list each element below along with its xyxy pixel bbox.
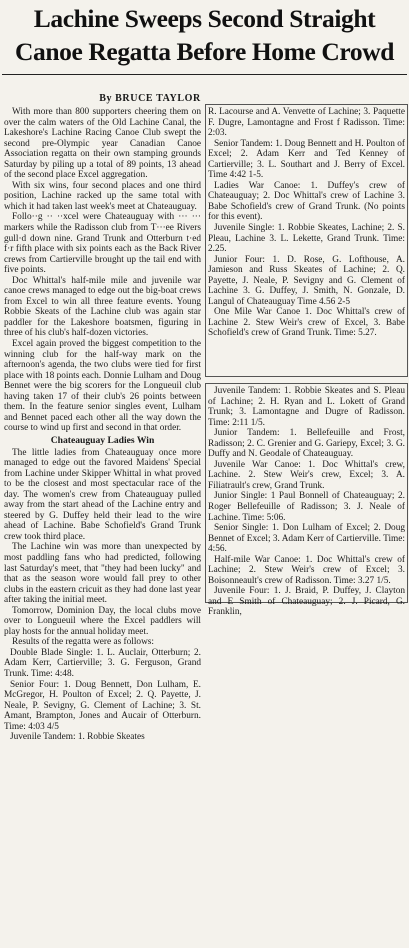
article-body-column: [4, 107, 201, 743]
result-entry: Junior Tandem: 1. Bellefeuille and Frost, Radisson; 2. C. Grenier and G. Gariepy, Excel; 3. G. Duffy and N. Geodale of Chateauguay.: [208, 428, 405, 460]
article-paragraph: Tomorrow, Dominion Day, the local clubs move over to Longueuil where the Excel paddlers will play hosts for the annual holiday meet.: [4, 605, 201, 637]
result-entry-cutoff: Juvenile Tandem: 1. Robbie Skeates: [10, 732, 145, 743]
result-entry: Junior Four: 1. D. Rose, G. Lofthouse, A. Jamieson and Russ Skeates of Lachine; 2. Q. Payette, J. Neale, P. Sevigny and G. Clement of Lachine 3. G. Duffey, J. Smith, N. Gonzale, D. Langul of Chateauguay Time 4.56 2-5: [208, 254, 405, 307]
article-paragraph: With six wins, four second places and one third position, Lachine racked up the same total with which it had taken last week's meet at Chateauguay.: [4, 180, 201, 212]
result-entry: Double Blade Single: 1. L. Auclair, Otterburn; 2. Adam Kerr, Cartierville; 3. G. Ferguson, Grand Trunk. Time: 4:48.: [4, 647, 201, 679]
article-paragraph: The Lachine win was more than unexpected by most paddling fans who had predicted, following last Saturday's meet, that "they had been lucky" and that as the season wore would fall prey to other clubs in the eastern cricuit as they had done last year after taking the initial meet.: [4, 542, 201, 606]
result-entry: Juvenile Single: 1. Robbie Skeates, Lachine; 2. S. Pleau, Lachine 3. L. Lekette, Grand Trunk. Time: 2.25.: [208, 223, 405, 255]
result-entry: Junior Single: 1 Paul Bonnell of Chateauguay; 2. Roger Bellefeuille of Radisson; 3. J. Neale of Lachine. Time: 5:06.: [208, 491, 405, 523]
result-entry: Juvenile Tandem: 1. Robbie Skeates and S. Pleau of Lachine; 2. H. Ryan and L. Lokett of Grand Trunk; 3. Lamontagne and Dugre of Radisson. Time: 2:11 1/5.: [208, 386, 405, 428]
result-entry: R. Lacourse and A. Venvette of Lachine; 3. Paquette F. Dugre, Lamontagne and Frost f Radisson. Time: 2:03.: [208, 107, 405, 139]
byline: By BRUCE TAYLOR: [99, 93, 201, 104]
results-column-bottom: [208, 386, 405, 618]
headline-line-2: Canoe Regatta Before Home Crowd: [15, 37, 394, 66]
article-paragraph: Follo··g ·· ··xcel were Chateauguay with ··· ··· markers while the Radisson club from T···ee Rivers gull·d down nine. Grand Trunk and Otterburn t·ed f·r fifth place with six points each as the Back River crews from Cartierville brought up the tail end with five points.: [4, 212, 201, 276]
result-entry: Senior Tandem: 1. Doug Bennett and H. Poulton of Excel; 2. Adam Kerr and Ted Kenney of Cartierville; 3. L. Southart and J. Berry of Excel. Time 4:42 1-5.: [208, 138, 405, 181]
subheading: Chateauguay Ladies Win: [50, 434, 155, 446]
article-paragraph: The little ladies from Chateauguay once more managed to edge out the favored Maidens' Special from Lachine under Skipper Whittal in what proved to be the closest and most spectacular race of the day. The women's crew from Chateauguay pulled away from the start ahead of the Lachine entry and steered by G. Duffey held their lead to the wire ahead of Lachine. Babe Schofield's Grand Trunk crew took third place.: [4, 447, 201, 542]
article-paragraph: With more than 800 supporters cheering them on over the calm waters of the Old Lachine Canal, the Lakeshore's Lachine Racing Canoe Club swept the second pre-Olympic year Canadian Canoe Association regatta on their own stamping grounds Saturday by piling up a total of 89 points, 13 ahead of the second place Excel aggregation.: [4, 107, 201, 181]
result-entry: Juvenile Four: 1. J. Braid, P. Duffey, J. Clayton and E Smith of Chateauguay; 2. J. Picard, G. Franklin,: [208, 586, 405, 618]
headline-line-1: Lachine Sweeps Second Straight: [33, 4, 376, 33]
result-entry: Ladies War Canoe: 1. Duffey's crew of Chateauguay; 2. Doc Whittal's crew of Lachine 3. Babe Schofield's crew of Grand Trunk. (No points for this event).: [208, 180, 405, 223]
result-entry: One Mile War Canoe 1. Doc Whittal's crew of Lachine 2. Stew Weir's crew of Excel, 3. Babe Schofield's crew of Grand Trunk. Time: 5.27.: [208, 307, 405, 339]
result-entry: Senior Four: 1. Doug Bennett, Don Lulham, E. McGregor, H. Poulton of Excel; 2. Q. Payette, J. Neale, P. Sevigny, G. Clement of Lachine; 3. St. Amant, Brampton, Jones and Aucair of Otterburn. Time: 4:03 4/5: [4, 679, 201, 732]
headline: [3, 2, 406, 68]
headline-rule: [2, 74, 407, 75]
results-column-top: [208, 107, 405, 339]
result-entry: Senior Single: 1. Don Lulham of Excel; 2. Doug Bennet of Excel; 3. Adam Kerr of Cartierville. Time: 4:56.: [208, 523, 405, 555]
article-paragraph: Doc Whittal's half-mile mile and juvenile war canoe crews managed to edge out the big-boat crews from Excel to win all three feature events. Young Robbie Skeats of the Lachine club was again star paddler for the Lakeshore boatsmen, figuring in three of his club's half-dozen victories.: [4, 275, 201, 339]
result-entry: Half-mile War Canoe: 1. Doc Whittal's crew of Lachine; 2. Stew Weir's crew of Excel; 3. Boisonneault's crew of Radisson. Time: 3.27 1/5.: [208, 554, 405, 586]
article-paragraph: Results of the regatta were as follows:: [12, 637, 154, 648]
result-entry: Juvenile War Canoe: 1. Doc Whittal's crew, Lachine. 2. Stew Weir's crew, Excel; 3. A. Filiatrault's crew, Grand Trunk.: [208, 459, 405, 491]
article-paragraph: Excel again proved the biggest competition to the winning club for the half-way mark on the afternoon's agenda, the two clubs were tied for first place with 18 points each. Donnie Lulham and Doug Bennet were the big scorers for the Longueuil club having taken 17 of their club's 26 points between them. In the feature senior singles event, Lulham and Bennet paced each other all the way down the course to wind up first and second in that order.: [4, 339, 201, 434]
